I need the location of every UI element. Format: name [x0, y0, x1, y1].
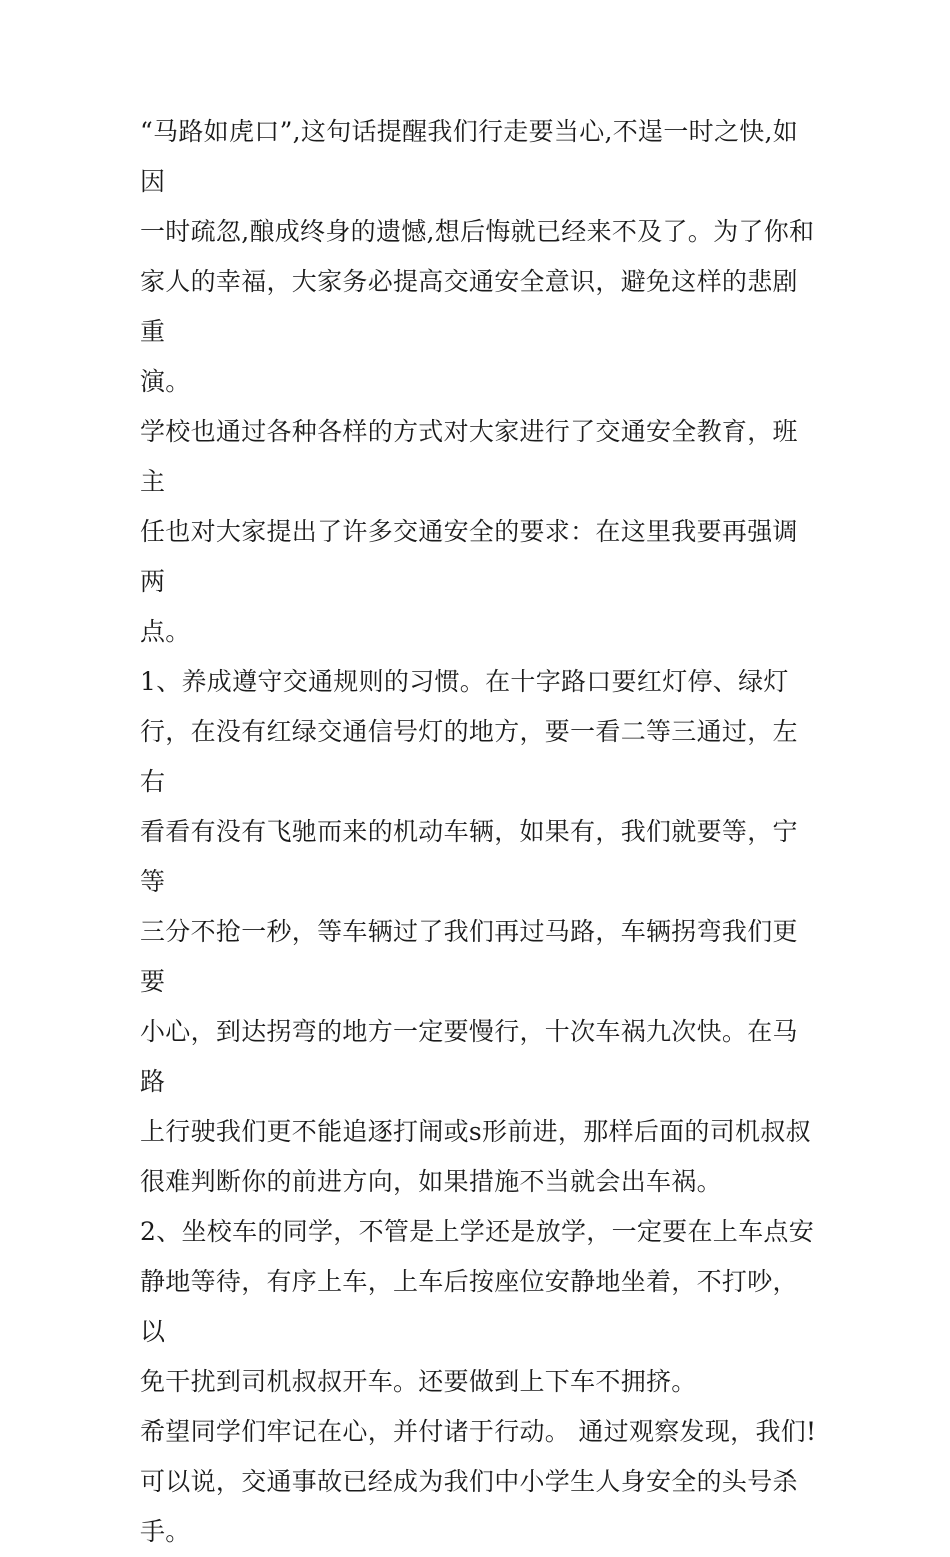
text-line: 上行驶我们更不能追逐打闹或s形前进，那样后面的司机叔叔	[140, 1117, 811, 1146]
text-line: 小心，到达拐弯的地方一定要慢行，十次车祸九次快。在马路	[140, 1017, 798, 1096]
text-line: “马路如虎口”,这句话提醒我们行走要当心,不逞一时之快,如因	[140, 117, 799, 196]
text-line: 一时疏忽,酿成终身的遗憾,想后悔就已经来不及了。为了你和	[140, 217, 815, 246]
text-line: 看看有没有飞驰而来的机动车辆，如果有，我们就要等，宁等	[140, 817, 798, 896]
paragraph-intro	[140, 107, 820, 407]
text-line: 免干扰到司机叔叔开车。还要做到上下车不拥挤。	[140, 1367, 697, 1396]
text-line: 可以说，交通事故已经成为我们中小学生人身安全的头号杀	[140, 1467, 798, 1496]
text-line: 演。	[140, 367, 191, 396]
paragraph-point-one	[140, 657, 820, 1207]
paragraph-point-two	[140, 1207, 820, 1407]
text-line: 希望同学们牢记在心，并付诸于行动。 通过观察发现，我们!	[140, 1417, 817, 1446]
text-line: 2、坐校车的同学，不管是上学还是放学，一定要在上车点安	[140, 1217, 815, 1246]
text-line: 很难判断你的前进方向，如果措施不当就会出车祸。	[140, 1167, 722, 1196]
document-body	[140, 107, 820, 1557]
text-line: 点。	[140, 617, 191, 646]
paragraph-school-education	[140, 407, 820, 657]
text-line: 行，在没有红绿交通信号灯的地方，要一看二等三通过，左右	[140, 717, 798, 796]
text-line: 家人的幸福，大家务必提高交通安全意识，避免这样的悲剧重	[140, 267, 798, 346]
text-line: 三分不抢一秒，等车辆过了我们再过马路，车辆拐弯我们更要	[140, 917, 798, 996]
text-line: 手。	[140, 1517, 191, 1546]
text-line: 静地等待，有序上车，上车后按座位安静地坐着，不打吵，以	[140, 1267, 798, 1346]
text-line: 1、养成遵守交通规则的习惯。在十字路口要红灯停、绿灯	[140, 667, 789, 696]
text-line: 任也对大家提出了许多交通安全的要求：在这里我要再强调两	[140, 517, 798, 596]
text-line: 学校也通过各种各样的方式对大家进行了交通安全教育，班主	[140, 417, 798, 496]
paragraph-conclusion	[140, 1407, 820, 1557]
